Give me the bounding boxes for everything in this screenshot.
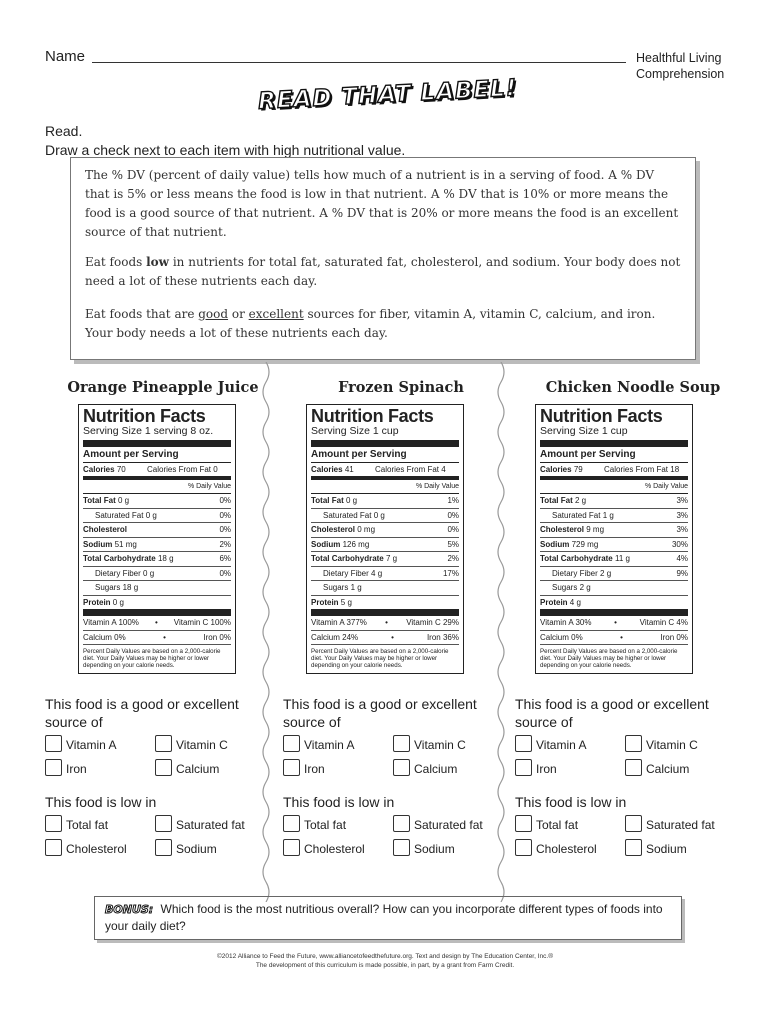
- checkbox-vitamin-c[interactable]: Vitamin C: [625, 738, 698, 752]
- checkbox-sodium[interactable]: Sodium: [393, 842, 455, 856]
- product-name: Orange Pineapple Juice: [67, 379, 259, 396]
- nf-calories-from-fat: Calories From Fat 0: [147, 465, 218, 474]
- credit-line-2: The development of this curriculum is made possible, in part, by a grant from Farm Credit.: [255, 962, 515, 969]
- checkbox-box[interactable]: [45, 735, 62, 752]
- checkbox-vitamin-a[interactable]: Vitamin A: [515, 738, 586, 752]
- checkbox-sodium[interactable]: Sodium: [625, 842, 687, 856]
- nf-title: Nutrition Facts: [83, 406, 206, 426]
- checkbox-box[interactable]: [283, 839, 300, 856]
- nf-sodium-row: Sodium 126 mg 5%: [311, 538, 459, 553]
- checkbox-iron[interactable]: Iron: [515, 762, 557, 776]
- checkbox-box[interactable]: [625, 839, 642, 856]
- instruction-read: Read.: [45, 123, 83, 139]
- nf-protein-row: Protein 0 g: [83, 596, 231, 617]
- nf-amount-per-serving: Amount per Serving: [540, 447, 688, 463]
- nf-fiber-row: Dietary Fiber 2 g 9%: [540, 567, 688, 582]
- nf-cholesterol-row: Cholesterol 0 mg 0%: [311, 523, 459, 538]
- checkbox-cholesterol[interactable]: Cholesterol: [283, 842, 365, 856]
- low-in-question: This food is low in: [45, 794, 157, 810]
- checkbox-box[interactable]: [155, 735, 172, 752]
- nf-vitamin-row: Vitamin A 377% • Vitamin C 29%: [311, 616, 459, 631]
- checkbox-saturated-fat[interactable]: Saturated fat: [155, 818, 245, 832]
- checkbox-box[interactable]: [393, 759, 410, 776]
- info-p2-post: in nutrients for total fat, saturated fat, cholesterol, and sodium. Your body does not need a lot of these nutrients each day.: [85, 255, 681, 288]
- nf-vitamin-row: Vitamin A 100% • Vitamin C 100%: [83, 616, 231, 631]
- instruction-check: Draw a check next to each item with high nutritional value.: [45, 142, 406, 158]
- checkbox-box[interactable]: [283, 735, 300, 752]
- nf-calories: Calories 70: [83, 465, 126, 474]
- dv-info-box: [70, 157, 696, 360]
- nf-title: Nutrition Facts: [540, 406, 663, 426]
- info-p3-pre: Eat foods that are: [85, 307, 199, 321]
- nf-saturated-fat-row: Saturated Fat 1 g 3%: [540, 509, 688, 524]
- nf-protein-row: Protein 4 g: [540, 596, 688, 617]
- product-name: Frozen Spinach: [338, 379, 464, 396]
- nf-amount-per-serving: Amount per Serving: [83, 447, 231, 463]
- nf-serving-size: Serving Size 1 cup: [540, 425, 688, 447]
- checkbox-cholesterol[interactable]: Cholesterol: [45, 842, 127, 856]
- bonus-label: BONUS:: [105, 903, 154, 916]
- nf-calories-from-fat: Calories From Fat 18: [604, 465, 680, 474]
- nf-footnote: Percent Daily Values are based on a 2,000-calorie diet. Your Daily Values may be higher or lower depending on your calorie needs.: [83, 648, 221, 669]
- page-title: READ THAT LABEL!: [257, 75, 518, 115]
- nf-saturated-fat-row: Saturated Fat 0 g 0%: [311, 509, 459, 524]
- checkbox-box[interactable]: [393, 839, 410, 856]
- column-divider-2: [494, 362, 508, 902]
- nf-total-fat-row: Total Fat 0 g 0%: [83, 494, 231, 509]
- checkbox-iron[interactable]: Iron: [45, 762, 87, 776]
- nf-protein-row: Protein 5 g: [311, 596, 459, 617]
- subject-line-2: Comprehension: [636, 67, 725, 81]
- nf-carbohydrate-row: Total Carbohydrate 7 g 2%: [311, 552, 459, 567]
- nf-mineral-row: Calcium 0% • Iron 0%: [540, 631, 688, 646]
- checkbox-vitamin-a[interactable]: Vitamin A: [45, 738, 116, 752]
- info-p2-pre: Eat foods: [85, 255, 147, 269]
- checkbox-box[interactable]: [625, 759, 642, 776]
- checkbox-sodium[interactable]: Sodium: [155, 842, 217, 856]
- nf-daily-value-header: % Daily Value: [540, 480, 688, 494]
- nf-carbohydrate-row: Total Carbohydrate 11 g 4%: [540, 552, 688, 567]
- info-paragraph-3: [85, 305, 681, 343]
- bonus-box: [94, 896, 682, 940]
- nf-sodium-row: Sodium 51 mg 2%: [83, 538, 231, 553]
- checkbox-box[interactable]: [393, 815, 410, 832]
- nf-sodium-row: Sodium 729 mg 30%: [540, 538, 688, 553]
- checkbox-box[interactable]: [515, 839, 532, 856]
- checkbox-box[interactable]: [515, 735, 532, 752]
- nf-sugars-row: Sugars 2 g: [540, 581, 688, 596]
- checkbox-iron[interactable]: Iron: [283, 762, 325, 776]
- checkbox-cholesterol[interactable]: Cholesterol: [515, 842, 597, 856]
- subject-line-1: Healthful Living: [636, 51, 722, 65]
- low-in-question: This food is low in: [283, 794, 395, 810]
- nf-fiber-row: Dietary Fiber 4 g 17%: [311, 567, 459, 582]
- subject-heading: [636, 50, 724, 82]
- nf-total-fat-row: Total Fat 0 g 1%: [311, 494, 459, 509]
- product-name: Chicken Noodle Soup: [545, 379, 721, 396]
- checkbox-box[interactable]: [155, 759, 172, 776]
- checkbox-total-fat[interactable]: Total fat: [515, 818, 578, 832]
- checkbox-box[interactable]: [515, 815, 532, 832]
- checkbox-box[interactable]: [45, 759, 62, 776]
- nf-cholesterol-row: Cholesterol 9 mg 3%: [540, 523, 688, 538]
- nf-serving-size: Serving Size 1 serving 8 oz.: [83, 425, 231, 447]
- checkbox-box[interactable]: [45, 815, 62, 832]
- nf-saturated-fat-row: Saturated Fat 0 g 0%: [83, 509, 231, 524]
- instructions: [45, 122, 405, 160]
- nf-carbohydrate-row: Total Carbohydrate 18 g 6%: [83, 552, 231, 567]
- checkbox-box[interactable]: [155, 815, 172, 832]
- info-p3-excellent: excellent: [248, 307, 304, 321]
- nf-daily-value-header: % Daily Value: [83, 480, 231, 494]
- nf-calories: Calories 41: [311, 465, 354, 474]
- checkbox-box[interactable]: [283, 815, 300, 832]
- info-paragraph-1: The % DV (percent of daily value) tells how much of a nutrient is in a serving of food. A % DV that is 5% or less means the food is low in that nutrient. A % DV that is 10% or more means the food is a good source of that nutrient. A % DV that is 20% or more means the food is an excellent source of that nutrient.: [85, 168, 679, 239]
- checkbox-vitamin-c[interactable]: Vitamin C: [155, 738, 228, 752]
- nf-footnote: Percent Daily Values are based on a 2,000-calorie diet. Your Daily Values may be higher or lower depending on your calorie needs.: [540, 648, 678, 669]
- checkbox-vitamin-a[interactable]: Vitamin A: [283, 738, 354, 752]
- info-p2-bold: low: [146, 255, 170, 269]
- column-divider-1: [259, 362, 273, 902]
- low-in-question: This food is low in: [515, 794, 627, 810]
- credit: [150, 952, 620, 970]
- checkbox-calcium[interactable]: Calcium: [393, 762, 457, 776]
- checkbox-box[interactable]: [515, 759, 532, 776]
- info-p3-good: good: [198, 307, 229, 321]
- nf-cholesterol-row: Cholesterol 0%: [83, 523, 231, 538]
- nf-calories: Calories 79: [540, 465, 583, 474]
- name-line[interactable]: [92, 62, 626, 63]
- bonus-question: Which food is the most nutritious overall? How can you incorporate different types of foods into your daily diet?: [105, 902, 663, 933]
- checkbox-calcium[interactable]: Calcium: [155, 762, 219, 776]
- nf-title: Nutrition Facts: [311, 406, 434, 426]
- info-p3-or: or: [228, 307, 249, 321]
- nf-mineral-row: Calcium 24% • Iron 36%: [311, 631, 459, 646]
- checkbox-box[interactable]: [625, 815, 642, 832]
- nf-calories-from-fat: Calories From Fat 4: [375, 465, 446, 474]
- good-source-question: This food is a good or excellent source of: [283, 696, 477, 730]
- nf-serving-size: Serving Size 1 cup: [311, 425, 459, 447]
- nf-calories-row: [311, 463, 459, 480]
- checkbox-total-fat[interactable]: Total fat: [45, 818, 108, 832]
- nf-daily-value-header: % Daily Value: [311, 480, 459, 494]
- nf-calories-row: [540, 463, 688, 480]
- checkbox-saturated-fat[interactable]: Saturated fat: [393, 818, 483, 832]
- info-p3-post: sources for fiber, vitamin A, vitamin C, calcium, and iron. Your body needs a lot of these nutrients each day.: [85, 307, 656, 340]
- nf-sugars-row: Sugars 18 g: [83, 581, 231, 596]
- checkbox-box[interactable]: [155, 839, 172, 856]
- nf-vitamin-row: Vitamin A 30% • Vitamin C 4%: [540, 616, 688, 631]
- good-source-question: This food is a good or excellent source of: [515, 696, 709, 730]
- checkbox-vitamin-c[interactable]: Vitamin C: [393, 738, 466, 752]
- nf-sugars-row: Sugars 1 g: [311, 581, 459, 596]
- nf-mineral-row: Calcium 0% • Iron 0%: [83, 631, 231, 646]
- nf-footnote: Percent Daily Values are based on a 2,000-calorie diet. Your Daily Values may be higher or lower depending on your calorie needs.: [311, 648, 449, 669]
- checkbox-box[interactable]: [283, 759, 300, 776]
- nutrition-facts-label: [78, 404, 236, 674]
- checkbox-box[interactable]: [45, 839, 62, 856]
- checkbox-box[interactable]: [393, 735, 410, 752]
- good-source-question: This food is a good or excellent source of: [45, 696, 239, 730]
- nf-fiber-row: Dietary Fiber 0 g 0%: [83, 567, 231, 582]
- checkbox-box[interactable]: [625, 735, 642, 752]
- checkbox-calcium[interactable]: Calcium: [625, 762, 689, 776]
- info-paragraph-2: [85, 253, 681, 291]
- nf-amount-per-serving: Amount per Serving: [311, 447, 459, 463]
- nf-calories-row: [83, 463, 231, 480]
- checkbox-total-fat[interactable]: Total fat: [283, 818, 346, 832]
- nf-total-fat-row: Total Fat 2 g 3%: [540, 494, 688, 509]
- nutrition-facts-label: [535, 404, 693, 674]
- credit-line-1: ©2012 Alliance to Feed the Future, www.alliancetofeedthefuture.org. Text and design by The Education Center, Inc.®: [217, 953, 553, 960]
- name-label: Name: [45, 48, 86, 65]
- checkbox-saturated-fat[interactable]: Saturated fat: [625, 818, 715, 832]
- nutrition-facts-label: [306, 404, 464, 674]
